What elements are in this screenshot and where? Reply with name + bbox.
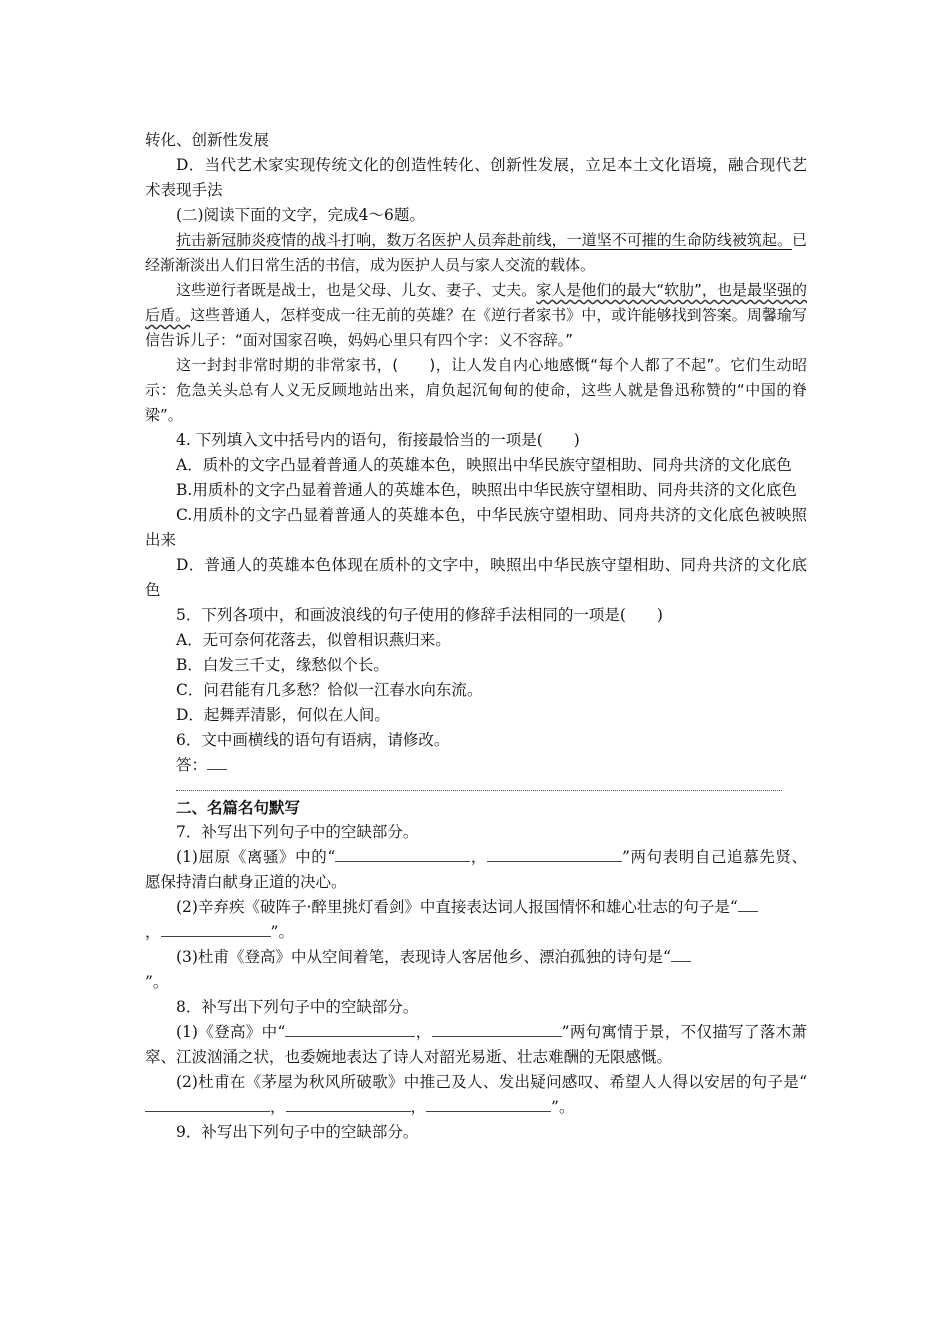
answer-label: 答： [176, 756, 208, 774]
fill-blank[interactable] [335, 847, 470, 862]
item-text: (2)杜甫在《茅屋为秋风所破歌》中推己及人、发出疑问感叹、希望人人得以安居的句子是“ [176, 1073, 807, 1091]
passage-paragraph-1 [145, 228, 807, 278]
document-page [145, 128, 807, 1145]
q7-item-1 [145, 845, 807, 895]
item-text: (1)屈原《离骚》中的“ [176, 848, 336, 866]
q4-option-a: A．质朴的文字凸显着普通人的英雄本色，映照出中华民族守望相助、同舟共济的文化底色 [176, 456, 792, 474]
fill-blank[interactable] [286, 1097, 411, 1112]
item-text: ， [270, 1098, 286, 1116]
passage-text: 这些普通人，怎样变成一往无前的英雄？在《逆行者家书》中，或许能够找到答案。周馨瑜写信告诉儿子：“面对国家召唤，妈妈心里只有四个字：义不容辞。” [145, 306, 807, 349]
fill-blank[interactable] [145, 1097, 270, 1112]
answer-line[interactable] [176, 790, 782, 791]
q8-stem: 8．补写出下列句子中的空缺部分。 [176, 998, 419, 1016]
item-text: ， [470, 848, 487, 866]
q4-stem: 4. 下列填入文中括号内的语句，衔接最恰当的一项是( ) [176, 431, 580, 449]
underlined-sentence: 抗击新冠肺炎疫情的战斗打响，数万名医护人员奔赴前线，一道坚不可摧的生命防线被筑起。 [176, 231, 792, 249]
fill-blank[interactable] [426, 1097, 551, 1112]
item-text: ”两句寓情于景，不仅描写了落木萧窣、江波汹涌之状，也委婉地表达了诗人对韶光易逝、壮志难酬的无限感慨。 [145, 1023, 807, 1066]
q8-item-1 [145, 1020, 807, 1070]
q6-stem: 6．文中画横线的语句有语病，请修改。 [176, 731, 450, 749]
q7-stem: 7．补写出下列句子中的空缺部分。 [176, 823, 419, 841]
answer-blank[interactable] [207, 755, 227, 770]
q4-option-b: B.用质朴的文字凸显着普通人的英雄本色，映照出中华民族守望相助、同舟共济的文化底色 [176, 481, 797, 499]
item-text: ”两句表明自己追慕先贤、愿保持清白献身正道的决心。 [145, 848, 807, 891]
item-text: (3)杜甫《登高》中从空间着笔，表现诗人客居他乡、漂泊孤独的诗句是“ [176, 948, 671, 966]
q5-option-b: B．白发三千丈，缘愁似个长。 [176, 656, 389, 674]
item-text: ， [145, 923, 161, 941]
item-text: (2)辛弃疾《破阵子·醉里挑灯看剑》中直接表达词人报国情怀和雄心壮志的句子是“ [176, 898, 738, 916]
passage-paragraph-2 [145, 278, 807, 353]
q4-option-d: D．普通人的英雄本色体现在质朴的文字中，映照出中华民族守望相助、同舟共济的文化底色 [145, 556, 807, 599]
passage-paragraph-3: 这一封封非常时期的非常家书，( )，让人发自内心地感慨“每个人都了不起”。它们生动昭示：危急关头总有人义无反顾地站出来，肩负起沉甸甸的使命，这些人就是鲁迅称赞的“中国的脊梁”。 [145, 356, 807, 424]
item-text: ”。 [270, 923, 294, 941]
passage-text: 这些逆行者既是战士，也是父母、儿女、妻子、丈夫。 [176, 281, 537, 299]
q5-option-c: C．问君能有几多愁？恰似一江春水向东流。 [176, 681, 483, 699]
fill-blank[interactable] [487, 847, 622, 862]
wavy-underlined-sentence: 家人是他们的最大“软肋”，也是最坚强的后盾。 [145, 281, 807, 324]
fill-blank[interactable] [432, 1022, 562, 1037]
fill-blank[interactable] [738, 897, 758, 912]
q4-option-c: C.用质朴的文字凸显着普通人的英雄本色，中华民族守望相助、同舟共济的文化底色被映照出来 [145, 506, 807, 549]
q9-stem: 9．补写出下列句子中的空缺部分。 [176, 1123, 419, 1141]
q5-option-a: A．无可奈何花落去，似曾相识燕归来。 [176, 631, 451, 649]
q5-stem: 5．下列各项中，和画波浪线的句子使用的修辞手法相同的一项是( ) [176, 606, 663, 624]
part2-title: 二、名篇名句默写 [176, 798, 301, 817]
fill-blank[interactable] [671, 947, 691, 962]
option-d-prev: D．当代艺术家实现传统文化的创造性转化、创新性发展，立足本土文化语境，融合现代艺术表现手法 [145, 156, 807, 199]
q7-item-3 [145, 945, 807, 995]
passage-text: 已经渐渐淡出人们日常生活的书信，成为医护人员与家人交流的载体。 [145, 231, 807, 274]
item-text: ”。 [551, 1098, 575, 1116]
item-text: (1)《登高》中“ [176, 1023, 286, 1041]
option-c-continued: 转化、创新性发展 [145, 131, 270, 149]
fill-blank[interactable] [161, 922, 271, 937]
q5-option-d: D．起舞弄清影，何似在人间。 [176, 706, 390, 724]
item-text: ， [415, 1023, 432, 1041]
q6-answer [145, 753, 807, 778]
item-text: ”。 [145, 973, 169, 991]
q7-item-2 [145, 895, 807, 945]
item-text: ， [410, 1098, 427, 1116]
section2-title: (二)阅读下面的文字，完成4～6题。 [176, 206, 425, 224]
fill-blank[interactable] [285, 1022, 415, 1037]
q8-item-2 [145, 1070, 807, 1120]
